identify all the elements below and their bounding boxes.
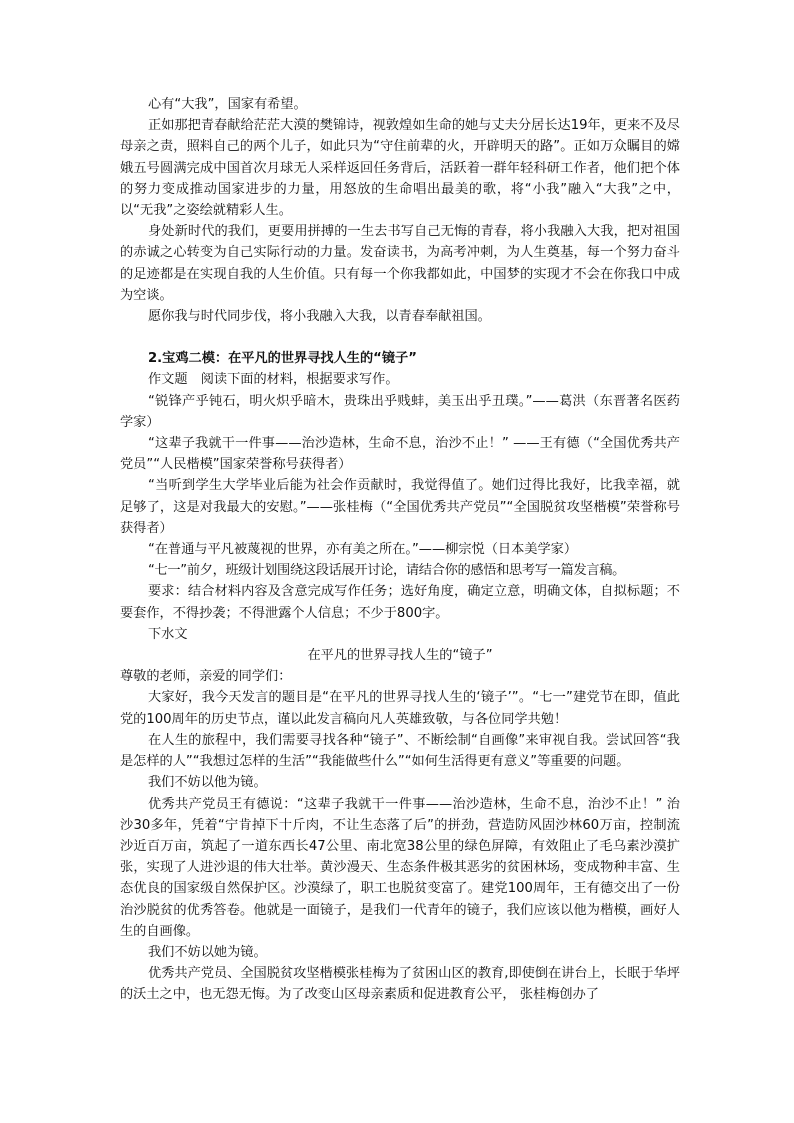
- requirements: 要求：结合材料内容及含意完成写作任务；选好角度，确定立意，明确文体，自拟标题；不要套作，不得抄袭；不得泄露个人信息；不少于800字。: [120, 584, 680, 621]
- spacer: [120, 327, 680, 348]
- material-quote: “当听到学生大学毕业后能为社会作贡献时，我觉得值了。她们过得比我好，比我幸福，就足够了，这是对我最大的安慰。”——张桂梅（“全国优秀共产党员”“全国脱贫攻坚楷模”荣誉称号获得者）: [120, 478, 680, 536]
- material-quote: “在普通与平凡被蔑视的世界，亦有美之所在。”——柳宗悦（日本美学家）: [148, 542, 578, 558]
- essay-paragraph: 我们不妨以她为镜。: [148, 944, 267, 960]
- paragraph: 愿你我与时代同步伐，将小我融入大我，以青春奉献祖国。: [148, 309, 491, 325]
- essay-paragraph: 优秀共产党员王有德说：“这辈子我就干一件事——治沙造林，生命不息，治沙不止！” 治沙30多年，凭着“宁肯掉下十斤肉，不让生态落了后”的拼劲，营造防风固沙林60万亩，控制流沙近百万亩，筑起了一道东西长47公里、南北宽38公里的绿色屏障，有效阻止了毛乌素沙漠扩张，实现了人进沙退的伟大壮举。黄沙漫天、生态条件极其恶劣的贫困林场，变成物种丰富、生态优良的国家级自然保护区。沙漠绿了，职工也脱贫变富了。建党100周年，王有德交出了一份治沙脱贫的优秀答卷。他就是一面镜子，是我们一代青年的镜子，我们应该以他为楷模，画好人生的自画像。: [120, 796, 680, 939]
- essay-paragraph: 我们不妨以他为镜。: [148, 775, 267, 791]
- salutation: 尊敬的老师，亲爱的同学们：: [120, 669, 292, 685]
- paragraph: 身处新时代的我们，更要用拼搏的一生去书写自己无悔的青春，将小我融入大我，把对祖国的赤诚之心转变为自己实际行动的力量。发奋读书，为高考冲刺，为人生奠基，每一个努力奋斗的足迹都是在实现自我的人生价值。只有每一个你我都如此，中国梦的实现才不会在你我口中成为空谈。: [120, 224, 680, 303]
- essay-paragraph: 在人生的旅程中，我们需要寻找各种“镜子”、不断绘制“自画像”来审视自我。尝试回答“我是怎样的人”“我想过怎样的生活”“我能做些什么”“如何生活得更有意义”等重要的问题。: [120, 732, 680, 770]
- paragraph: 正如那把青春献给茫茫大漠的樊锦诗，视敦煌如生命的她与丈夫分居长达19年，更来不及尽母亲之责，照料自己的两个儿子，如此只为“守住前辈的火，开辟明天的路”。正如万众瞩目的嫦娥五号圆满完成中国首次月球无人采样返回任务背后，活跃着一群年轻科研工作者，他们把个体的努力变成推动国家进步的力量，用怒放的生命唱出最美的歌，将“小我”融入“大我”之中，以“无我”之姿绘就精彩人生。: [120, 118, 680, 219]
- material-quote: “这辈子我就干一件事——治沙造林，生命不息，治沙不止！” ——王有德（“全国优秀共产党员”“人民楷模”国家荣誉称号获得者）: [120, 436, 680, 473]
- essay-paragraph: 优秀共产党员、全国脱贫攻坚楷模张桂梅为了贫困山区的教育,即使倒在讲台上，长眠于华坪的沃土之中，也无怨无悔。为了改变山区母亲素质和促进教育公平， 张桂梅创办了: [120, 966, 680, 1003]
- essay-title: 在平凡的世界寻找人生的“镜子”: [307, 648, 493, 664]
- document-page: [120, 94, 680, 1006]
- section-title: 2.宝鸡二模：在平凡的世界寻找人生的“镜子”: [148, 351, 417, 367]
- sample-label: 下水文: [148, 626, 188, 642]
- paragraph: 心有“大我”，国家有希望。: [148, 97, 307, 112]
- prompt-label: 作文题 阅读下面的材料，根据要求写作。: [148, 372, 399, 388]
- material-task: “七一”前夕，班级计划围绕这段话展开讨论，请结合你的感悟和思考写一篇发言稿。: [148, 563, 626, 579]
- essay-paragraph: 大家好，我今天发言的题目是“在平凡的世界寻找人生的‘镜子’”。“七一”建党节在即，值此党的100周年的历史节点，谨以此发言稿向凡人英雄致敬，与各位同学共勉！: [120, 690, 680, 727]
- material-quote: “锐锋产乎钝石，明火炽乎暗木，贵珠出乎贱蚌，美玉出乎丑璞。”——葛洪（东晋著名医药学家）: [120, 393, 680, 430]
